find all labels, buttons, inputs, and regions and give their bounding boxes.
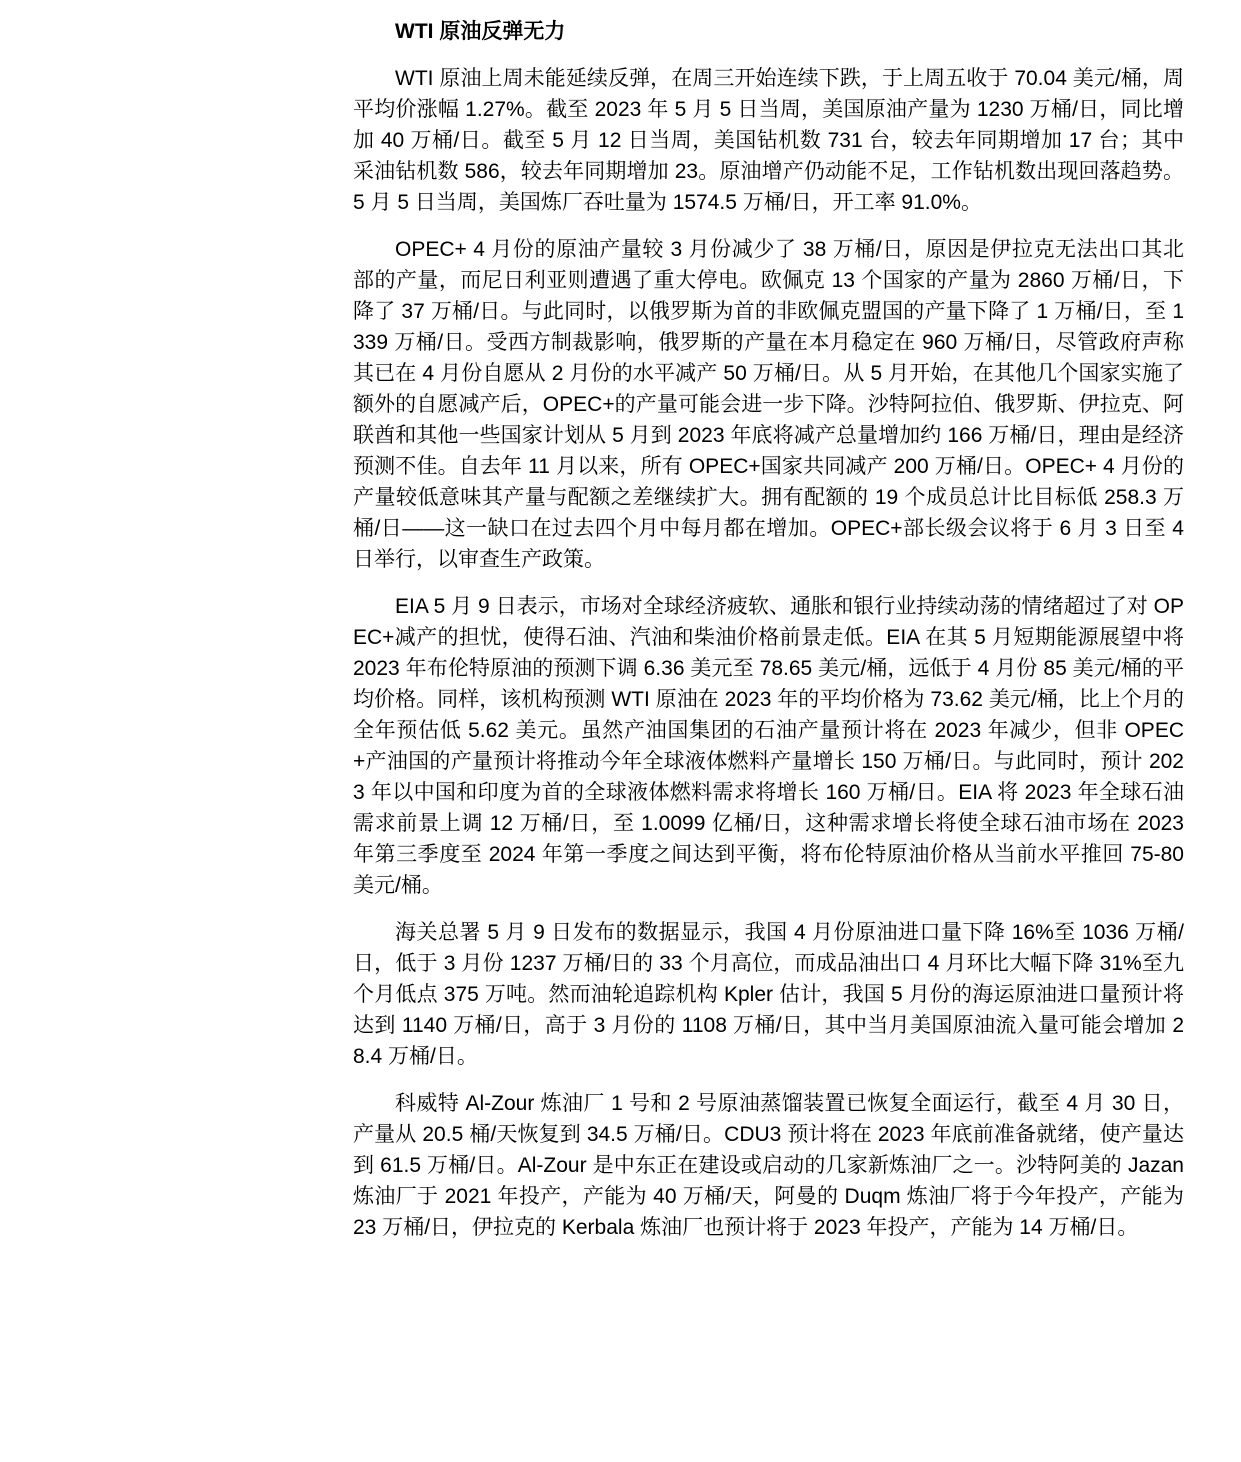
- paragraph-kuwait-refinery: 科威特 Al-Zour 炼油厂 1 号和 2 号原油蒸馏装置已恢复全面运行，截至 4 月 30 日，产量从 20.5 桶/天恢复到 34.5 万桶/日。CDU3 预计将在 2023 年底前准备就绪，使产量达到 61.5 万桶/日。Al-Zour 是中东正在建设或启动的几家新炼油厂之一。沙特阿美的 Jazan 炼油厂于 2021 年投产，产能为 40 万桶/天，阿曼的 Duqm 炼油厂将于今年投产，产能为 23 万桶/日，伊拉克的 Kerbala 炼油厂也预计将于 2023 年投产，产能为 14 万桶/日。: [353, 1092, 1184, 1239]
- paragraph-eia-outlook: EIA 5 月 9 日表示，市场对全球经济疲软、通胀和银行业持续动荡的情绪超过了对 OPEC+减产的担忧，使得石油、汽油和柴油价格前景走低。EIA 在其 5 月短期能源展望中将 2023 年布伦特原油的预测下调 6.36 美元至 78.65 美元/桶，远低于 4 月份 85 美元/桶的平均价格。同样，该机构预测 WTI 原油在 2023 年的平均价格为 73.62 美元/桶，比上个月的全年预估低 5.62 美元。虽然产油国集团的石油产量预计将在 2023 年减少，但非 OPEC+产油国的产量预计将推动今年全球液体燃料产量增长 150 万桶/日。与此同时，预计 2023 年以中国和印度为首的全球液体燃料需求将增长 160 万桶/日。EIA 将 2023 年全球石油需求前景上调 12 万桶/日，至 1.0099 亿桶/日，这种需求增长将使全球石油市场在 2023 年第三季度至 2024 年第一季度之间达到平衡，将布伦特原油价格从当前水平推回 75-80 美元/桶。: [353, 595, 1184, 897]
- paragraph-wti-weekly: WTI 原油上周未能延续反弹，在周三开始连续下跌，于上周五收于 70.04 美元/桶，周平均价涨幅 1.27%。截至 2023 年 5 月 5 日当周，美国原油产量为 1230 万桶/日，同比增加 40 万桶/日。截至 5 月 12 日当周，美国钻机数 731 台，较去年同期增加 17 台；其中采油钻机数 586，较去年同期增加 23。原油增产仍动能不足，工作钻机数出现回落趋势。5 月 5 日当周，美国炼厂吞吐量为 1574.5 万桶/日，开工率 91.0%。: [353, 67, 1184, 214]
- paragraph-china-customs: 海关总署 5 月 9 日发布的数据显示，我国 4 月份原油进口量下降 16%至 1036 万桶/日，低于 3 月份 1237 万桶/日的 33 个月高位，而成品油出口 4 月环比大幅下降 31%至九个月低点 375 万吨。然而油轮追踪机构 Kpler 估计，我国 5 月份的海运原油进口量预计将达到 1140 万桶/日，高于 3 月份的 1108 万桶/日，其中当月美国原油流入量可能会增加 28.4 万桶/日。: [353, 921, 1184, 1068]
- paragraph-opec-production: OPEC+ 4 月份的原油产量较 3 月份减少了 38 万桶/日，原因是伊拉克无法出口其北部的产量，而尼日利亚则遭遇了重大停电。欧佩克 13 个国家的产量为 2860 万桶/日，下降了 37 万桶/日。与此同时，以俄罗斯为首的非欧佩克盟国的产量下降了 1 万桶/日，至 1339 万桶/日。受西方制裁影响，俄罗斯的产量在本月稳定在 960 万桶/日，尽管政府声称其已在 4 月份自愿从 2 月份的水平减产 50 万桶/日。从 5 月开始，在其他几个国家实施了额外的自愿减产后，OPEC+的产量可能会进一步下降。沙特阿拉伯、俄罗斯、伊拉克、阿联酋和其他一些国家计划从 5 月到 2023 年底将减产总量增加约 166 万桶/日，理由是经济预测不佳。自去年 11 月以来，所有 OPEC+国家共同减产 200 万桶/日。OPEC+ 4 月份的产量较低意味其产量与配额之差继续扩大。拥有配额的 19 个成员总计比目标低 258.3 万桶/日——这一缺口在过去四个月中每月都在增加。OPEC+部长级会议将于 6 月 3 日至 4 日举行，以审查生产政策。: [353, 238, 1184, 571]
- section-title: WTI 原油反弹无力: [395, 20, 566, 43]
- text-content-block: [353, 16, 1184, 1259]
